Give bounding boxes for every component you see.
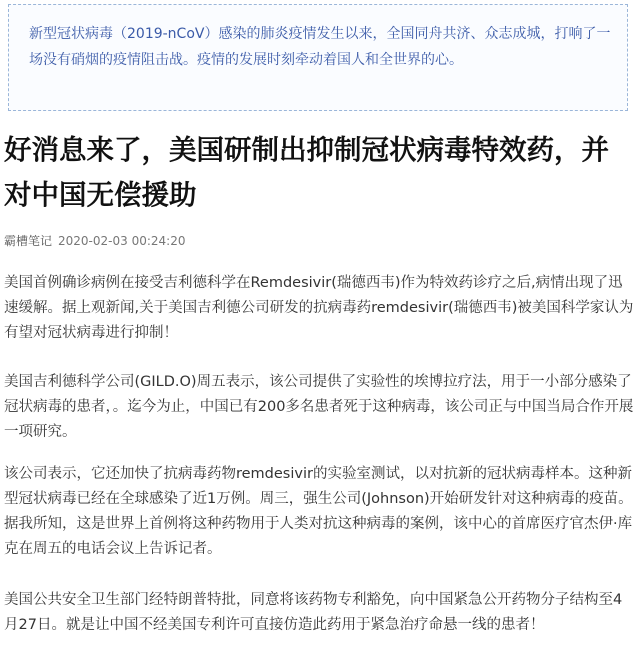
intro-notice-text: 新型冠状病毒（2019-nCoV）感染的肺炎疫情发生以来，全国同舟共济、众志成城，打响了一场没有硝烟的疫情阻击战。疫情的发展时刻牵动着国人和全世界的心。 — [29, 26, 611, 68]
intro-notice-box — [8, 4, 628, 111]
article-author[interactable]: 霸槽笔记 — [4, 234, 53, 248]
article-paragraph-1: 美国首例确诊病例在接受吉利德科学在Remdesivir(瑞德西韦)作为特效药诊疗之后,病情出现了迅速缓解。据上观新闻,关于美国吉利德公司研发的抗病毒药remdesivir(瑞德西韦)被美国科学家认为有望对冠状病毒进行抑制！ — [4, 275, 634, 341]
article-paragraph-4: 美国公共安全卫生部门经特朗普特批，同意将该药物专利豁免，向中国紧急公开药物分子结构至4月27日。就是让中国不经美国专利许可直接仿造此药用于紧急治疗命悬一线的患者！ — [4, 592, 623, 633]
article-meta — [4, 232, 185, 250]
article-title: 好消息来了，美国研制出抑制冠状病毒特效药，并对中国无偿援助 — [4, 134, 609, 211]
article-paragraph-3: 该公司表示，它还加快了抗病毒药物remdesivir的实验室测试，以对抗新的冠状病毒样本。这种新型冠状病毒已经在全球感染了近1万例。周三，强生公司(Johnson)开始研发针对这种病毒的疫苗。据我所知，这是世界上首例将这种药物用于人类对抗这种病毒的案例，该中心的首席医疗官杰伊·库克在周五的电话会议上告诉记者。 — [4, 466, 633, 557]
article-date: 2020-02-03 00:24:20 — [58, 234, 186, 248]
article-paragraph-2: 美国吉利德科学公司(GILD.O)周五表示，该公司提供了实验性的埃博拉疗法，用于一小部分感染了冠状病毒的患者，。迄今为止，中国已有200多名患者死于这种病毒，该公司正与中国当局合作开展一项研究。 — [4, 374, 634, 440]
